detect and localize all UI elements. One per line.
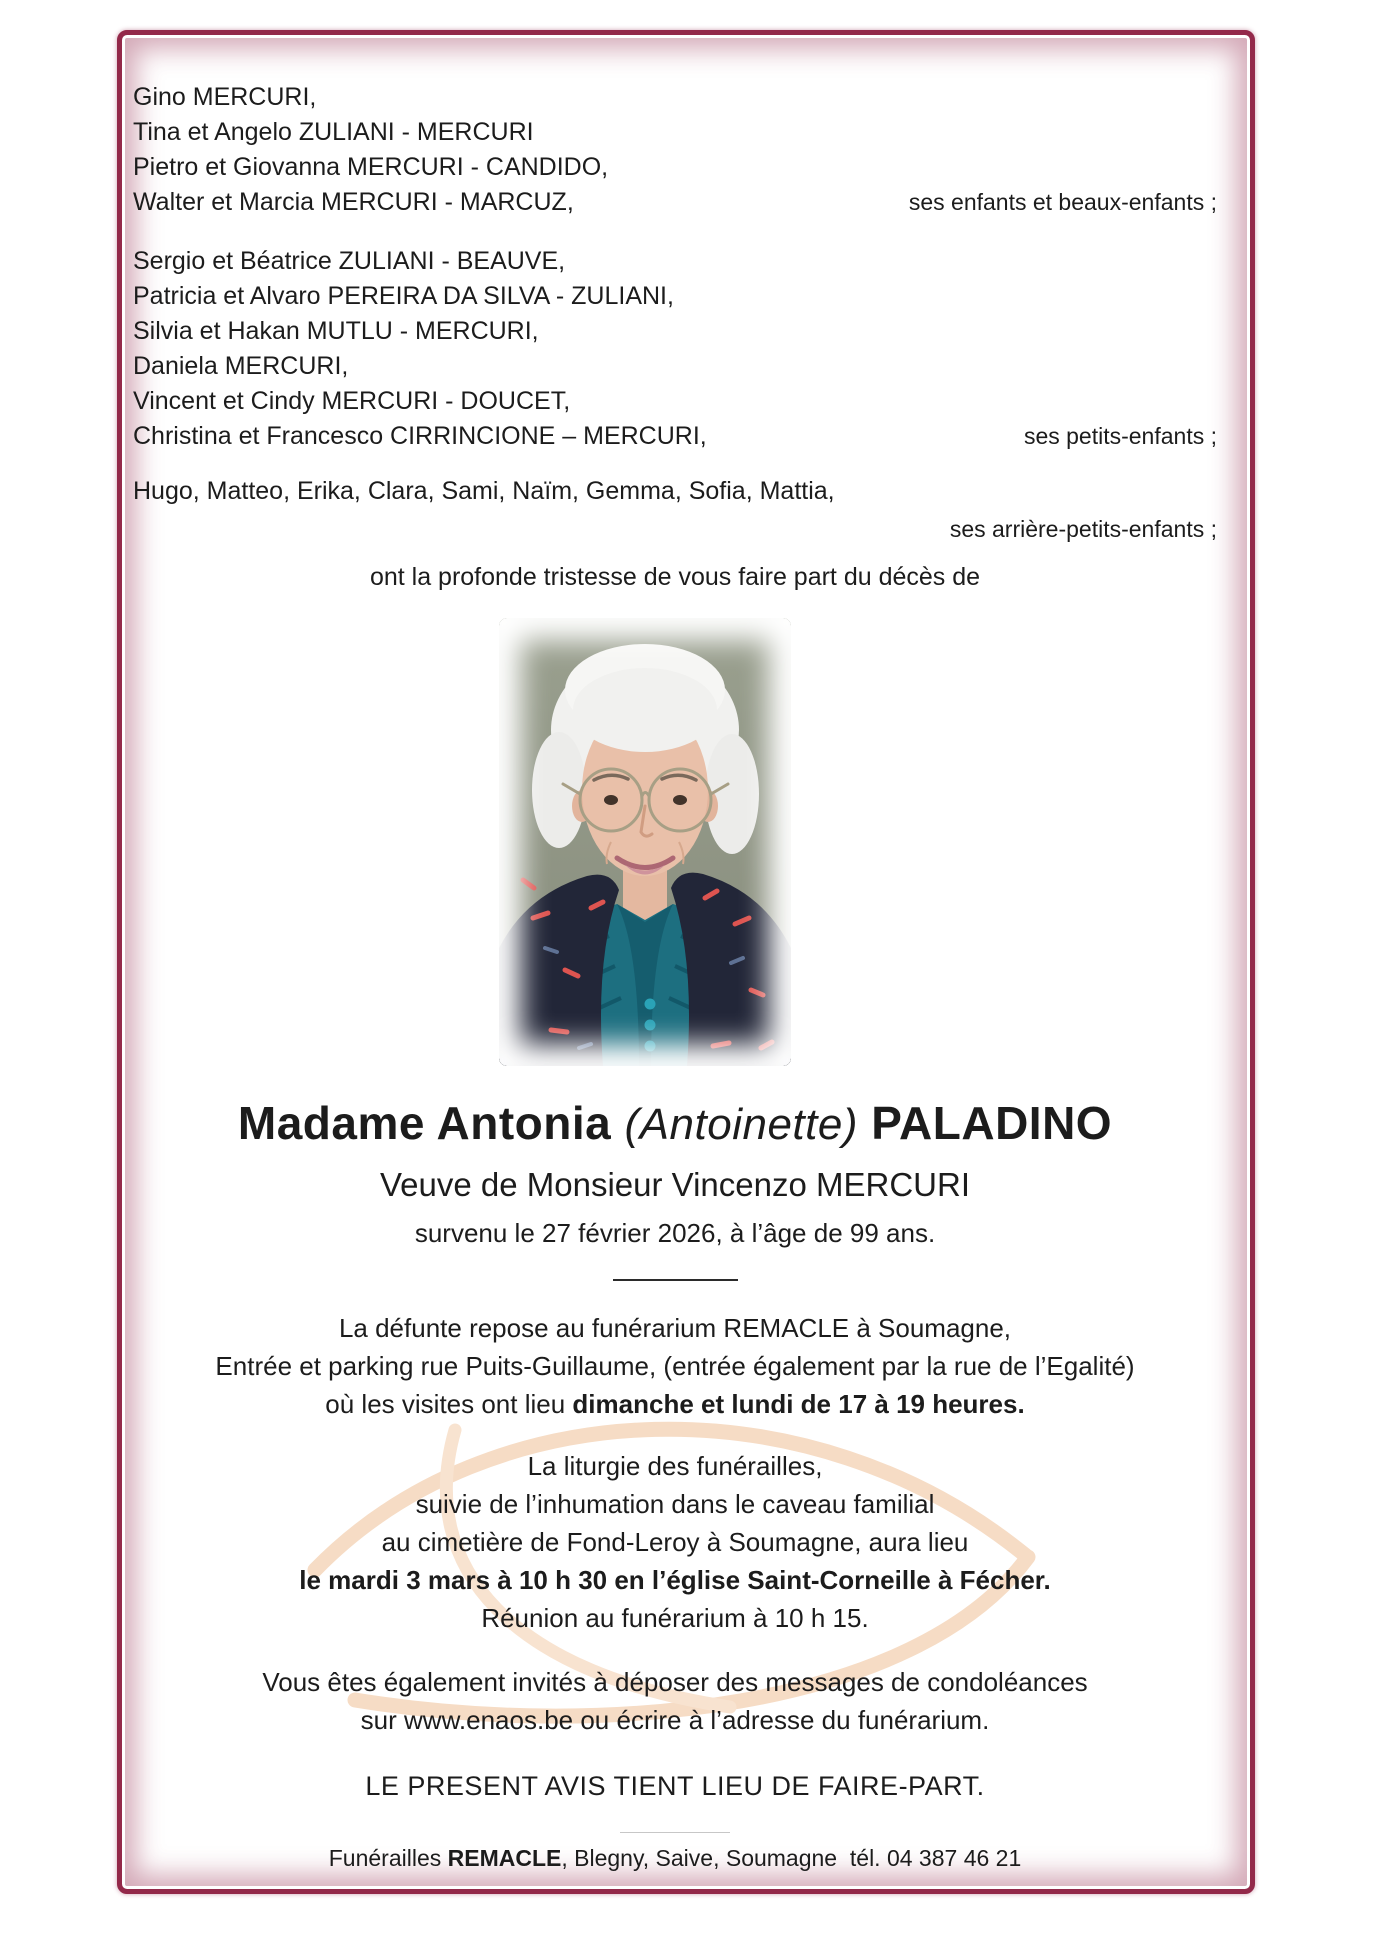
family-line: Hugo, Matteo, Erika, Clara, Sami, Naïm, Gemma, Sofia, Mattia, [133, 477, 835, 505]
footer-suffix: , Blegny, Saive, Soumagne tél. 04 387 46 21 [561, 1845, 1022, 1871]
photo-feathered-edge [499, 618, 791, 1066]
wake-line: où les visites ont lieu dimanche et lundi de 17 à 19 heures. [325, 1389, 1025, 1419]
wake-line: Entrée et parking rue Puits-Guillaume, (entrée également par la rue de l’Egalité) [215, 1351, 1135, 1381]
funeral-paragraph [133, 1447, 1217, 1637]
funeral-line [133, 1561, 1217, 1599]
death-date-line: survenu le 27 février 2026, à l’âge de 99 ans. [414, 1218, 936, 1248]
children-name-group [133, 80, 1217, 220]
family-line: Vincent et Cindy MERCURI - DOUCET, [133, 387, 571, 415]
family-line: Christina et Francesco CIRRINCIONE – MERCURI, [133, 422, 707, 450]
family-line: Silvia et Hakan MUTLU - MERCURI, [133, 317, 539, 345]
footer-prefix: Funérailles [328, 1845, 448, 1871]
relation-label-great-grandchildren: ses arrière-petits-enfants ; [949, 516, 1217, 542]
family-line: Tina et Angelo ZULIANI - MERCURI [133, 118, 534, 146]
announcement-body [117, 30, 1255, 1894]
condolences-line: Vous êtes également invités à déposer des messages de condoléances [262, 1667, 1088, 1697]
deceased-name-nickname: (Antoinette) [624, 1100, 858, 1149]
relation-label-children: ses enfants et beaux-enfants ; [908, 189, 1217, 215]
funeral-home-footer [133, 1845, 1217, 1872]
condolences-paragraph [133, 1663, 1217, 1739]
condolences-line: sur www.enaos.be ou écrire à l’adresse du funérarium. [360, 1705, 990, 1735]
family-line: Patricia et Alvaro PEREIRA DA SILVA - ZULIANI, [133, 282, 674, 310]
deceased-name-title [133, 1096, 1217, 1150]
relation-label-grandchildren: ses petits-enfants ; [1023, 423, 1217, 449]
funeral-line: au cimetière de Fond-Leroy à Soumagne, aura lieu [381, 1527, 969, 1557]
faire-part-notice: LE PRESENT AVIS TIENT LIEU DE FAIRE-PART. [365, 1771, 985, 1801]
portrait-photo [499, 618, 791, 1066]
wake-line: La défunte repose au funérarium REMACLE à Soumagne, [338, 1313, 1012, 1343]
section-divider [613, 1279, 738, 1281]
portrait-photo-wrapper [133, 618, 1217, 1066]
funeral-home-brand: REMACLE [447, 1845, 562, 1871]
family-line: Pietro et Giovanna MERCURI - CANDIDO, [133, 153, 609, 181]
family-line: Walter et Marcia MERCURI - MARCUZ, [133, 188, 574, 216]
announcement-intro: ont la profonde tristesse de vous faire part du décès de [369, 563, 981, 591]
deceased-name-part1: Madame Antonia [237, 1097, 625, 1149]
great-grandchildren-name-group [133, 474, 1217, 547]
funeral-datetime-bold: le mardi 3 mars à 10 h 30 en l’église Saint-Corneille à Fécher. [299, 1565, 1051, 1595]
funeral-line: Réunion au funérarium à 10 h 15. [481, 1603, 869, 1633]
funeral-line: La liturgie des funérailles, [527, 1451, 823, 1481]
footer-divider [620, 1832, 730, 1833]
wake-paragraph [133, 1309, 1217, 1423]
family-line: Daniela MERCURI, [133, 352, 349, 380]
family-line: Sergio et Béatrice ZULIANI - BEAUVE, [133, 247, 566, 275]
grandchildren-name-group [133, 244, 1217, 454]
visit-hours-bold: dimanche et lundi de 17 à 19 heures. [572, 1389, 1025, 1419]
funeral-line: suivie de l’inhumation dans le caveau familial [415, 1489, 935, 1519]
deceased-subtitle: Veuve de Monsieur Vincenzo MERCURI [379, 1166, 970, 1203]
deceased-name-part3: PALADINO [858, 1097, 1113, 1149]
family-line: Gino MERCURI, [133, 83, 317, 111]
